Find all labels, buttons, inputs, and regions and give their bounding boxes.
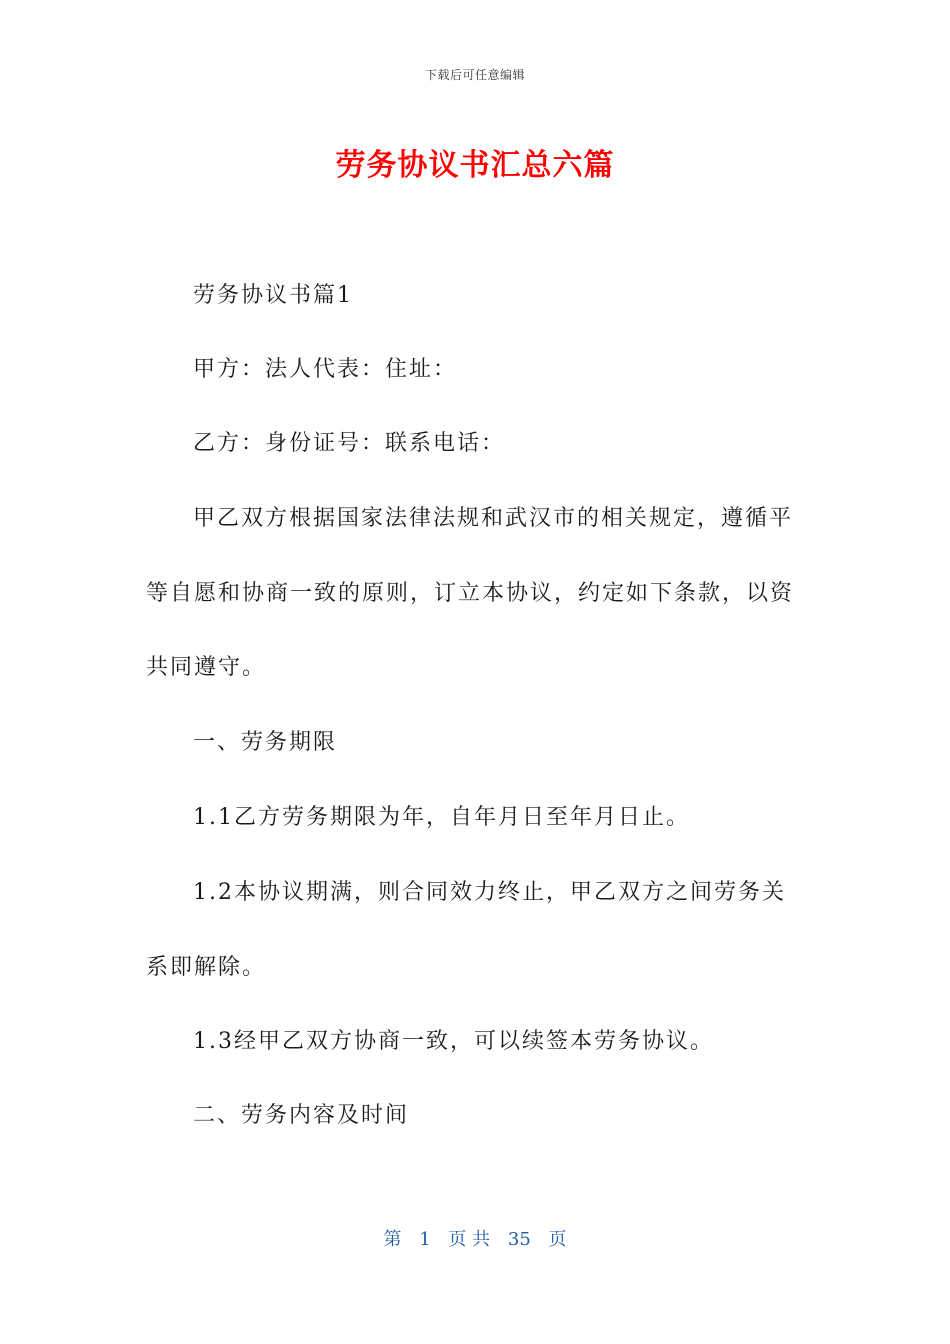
- paragraph-line: 1.1乙方劳务期限为年，自年月日至年月日止。: [193, 805, 690, 830]
- paragraph-line: 共同遵守。: [146, 655, 267, 680]
- paragraph-line: 劳务协议书篇1: [193, 283, 353, 308]
- paragraph-line: 甲方：法人代表：住址：: [193, 357, 458, 382]
- paragraph-line: 系即解除。: [146, 955, 267, 980]
- paragraph-line: 乙方：身份证号：联系电话：: [193, 431, 506, 456]
- footer-suffix: 页: [548, 1229, 567, 1250]
- header-note: 下载后可任意编辑: [424, 68, 525, 82]
- footer-prefix: 第: [383, 1229, 402, 1250]
- paragraph-line: 等自愿和协商一致的原则，订立本协议，约定如下条款，以资: [146, 581, 795, 606]
- page-number-footer: [0, 1225, 950, 1251]
- footer-middle: 页 共: [448, 1229, 491, 1250]
- footer-total-pages: 35: [507, 1229, 531, 1250]
- document-title: 劳务协议书汇总六篇: [335, 148, 615, 183]
- paragraph-line: 1.2本协议期满，则合同效力终止，甲乙双方之间劳务关: [193, 880, 786, 905]
- paragraph-line: 1.3经甲乙双方协商一致，可以续签本劳务协议。: [193, 1029, 714, 1054]
- footer-page-number: 1: [419, 1229, 431, 1250]
- paragraph-line: 甲乙双方根据国家法律法规和武汉市的相关规定，遵循平: [193, 506, 794, 531]
- section-heading: 一、劳务期限: [193, 730, 338, 755]
- section-heading: 二、劳务内容及时间: [193, 1103, 410, 1128]
